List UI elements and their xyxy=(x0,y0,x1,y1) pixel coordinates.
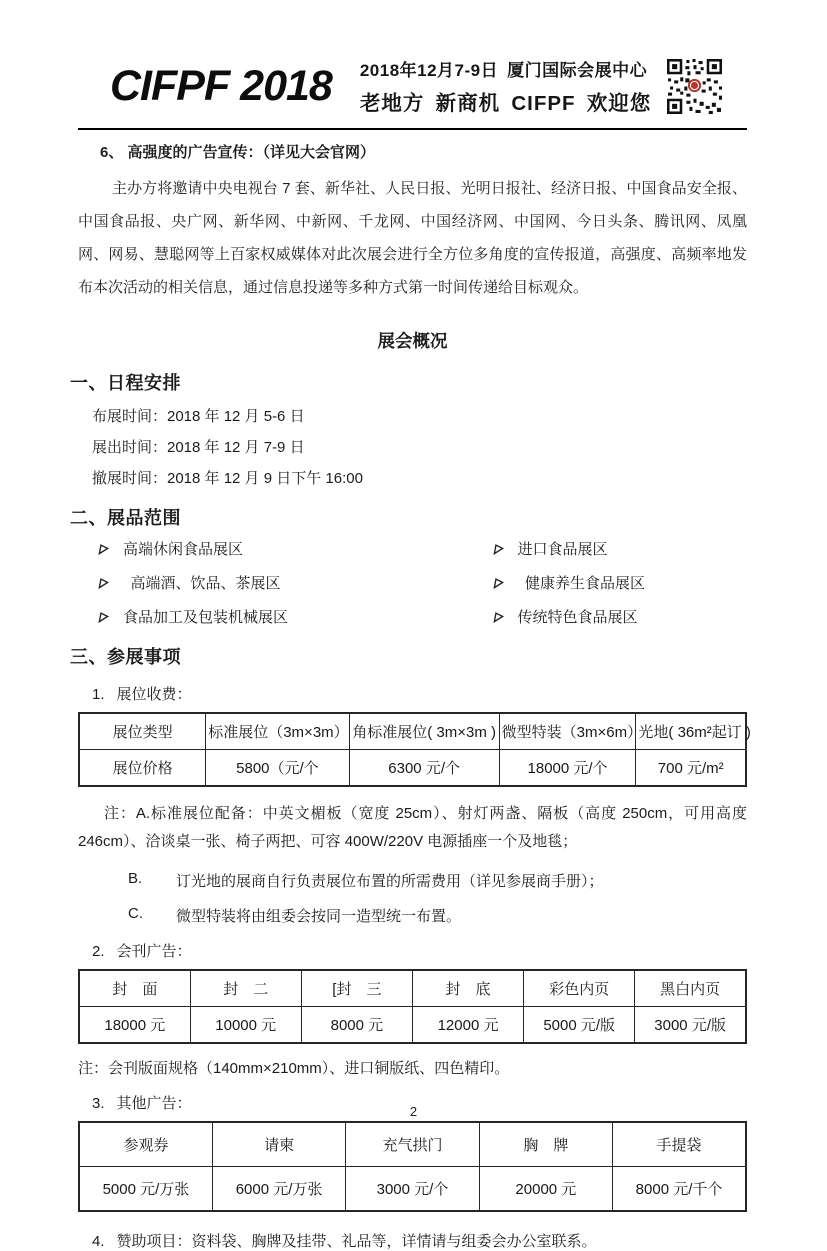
table-header-row xyxy=(79,1122,746,1167)
value-cell: 700 元/m² xyxy=(636,750,746,787)
value-cell: 8000 元/千个 xyxy=(613,1167,746,1212)
ad-promotion-heading: 6、 高强度的广告宣传：（详见大会官网） xyxy=(100,144,376,161)
schedule-teardown-time: 撤展时间：2018 年 12 月 9 日下午 16:00 xyxy=(92,470,363,487)
row-label-cell: 展位价格 xyxy=(79,750,206,787)
value-cell: 3000 元/版 xyxy=(635,1007,746,1044)
header-cell: 充气拱门 xyxy=(346,1122,479,1167)
header-cell: [封 三 xyxy=(301,970,412,1007)
document-header xyxy=(110,0,747,122)
item-sponsorship xyxy=(92,1230,747,1251)
qr-code-icon xyxy=(667,59,722,114)
note-text: 订光地的展商自行负责展位布置的所需费用（详见参展商手册）； xyxy=(176,873,604,890)
header-cell: 标准展位（3m×3m） xyxy=(206,713,349,750)
section-schedule-heading: 一、日程安排 xyxy=(70,373,181,393)
table-row xyxy=(79,750,746,787)
header-cell: 光地( 36m²起订 ) xyxy=(636,713,746,750)
exhibit-scope-list xyxy=(78,538,747,627)
header-cell: 请柬 xyxy=(212,1122,345,1167)
section-scope-heading: 二、展品范围 xyxy=(70,508,181,528)
header-slogan: 老地方 新商机 CIFPF 欢迎您 xyxy=(359,92,652,115)
note-b xyxy=(128,870,747,891)
note-text: 微型特装将由组委会按同一造型统一布置。 xyxy=(176,908,462,925)
item-journal-ads xyxy=(92,940,747,961)
item-booth-fees xyxy=(92,683,747,704)
note-c xyxy=(128,905,747,926)
header-cell: 胸 牌 xyxy=(479,1122,612,1167)
scope-item-label: 高端酒、饮品、茶展区 xyxy=(123,575,281,592)
item-number: 1. xyxy=(92,686,105,703)
arrowhead-bullet-icon xyxy=(493,612,504,623)
header-cell: 封 二 xyxy=(190,970,301,1007)
table-header-row xyxy=(79,713,746,750)
arrowhead-bullet-icon xyxy=(98,612,109,623)
item-number: 2. xyxy=(92,943,105,960)
note-a: 注：A.标准展位配备：中英文楣板（宽度 25cm）、射灯两盏、隔板（高度 250cm，可用高度 246cm）、洽谈桌一张、椅子两把、可容 400W/220V 电源插座一个及地毯； xyxy=(78,805,747,850)
arrowhead-bullet-icon xyxy=(493,544,504,555)
scope-item-label: 传统特色食品展区 xyxy=(517,609,638,626)
header-cell: 封 底 xyxy=(412,970,523,1007)
scope-item-label: 食品加工及包装机械展区 xyxy=(123,609,289,626)
item-text: 其他广告： xyxy=(116,1095,192,1112)
scope-item-label: 进口食品展区 xyxy=(517,541,608,558)
list-item xyxy=(493,538,748,559)
value-cell: 3000 元/个 xyxy=(346,1167,479,1212)
value-cell: 5000 元/万张 xyxy=(79,1167,212,1212)
journal-ad-table xyxy=(78,969,747,1044)
item-number: 3. xyxy=(92,1095,105,1112)
item-text: 会刊广告： xyxy=(116,943,192,960)
arrowhead-bullet-icon xyxy=(98,544,109,555)
value-cell: 6300 元/个 xyxy=(349,750,499,787)
header-cell: 封 面 xyxy=(79,970,190,1007)
item-text: 展位收费： xyxy=(116,686,192,703)
header-cell: 彩色内页 xyxy=(524,970,635,1007)
section-participation-heading: 三、参展事项 xyxy=(70,647,181,667)
scope-item-label: 健康养生食品展区 xyxy=(517,575,646,592)
header-date-venue: 2018年12月7-9日 厦门国际会展中心 xyxy=(359,61,648,80)
header-text-block xyxy=(360,56,651,116)
scope-item-label: 高端休闲食品展区 xyxy=(123,541,244,558)
list-item xyxy=(98,606,413,627)
value-cell: 18000 元 xyxy=(79,1007,190,1044)
value-cell: 5800（元/个 xyxy=(206,750,349,787)
arrowhead-bullet-icon xyxy=(493,578,504,589)
note-label: B. xyxy=(128,870,143,887)
item-text: 赞助项目：资料袋、胸牌及挂带、礼品等，详情请与组委会办公室联系。 xyxy=(116,1233,597,1250)
journal-spec-note: 注：会刊版面规格（140mm×210mm）、进口铜版纸、四色精印。 xyxy=(78,1060,510,1077)
header-cell: 黑白内页 xyxy=(635,970,746,1007)
value-cell: 5000 元/版 xyxy=(524,1007,635,1044)
value-cell: 12000 元 xyxy=(412,1007,523,1044)
item-number: 4. xyxy=(92,1233,105,1250)
list-item xyxy=(98,538,413,559)
header-cell: 微型特装（3m×6m） xyxy=(499,713,636,750)
schedule-setup-time: 布展时间：2018 年 12 月 5-6 日 xyxy=(92,408,305,425)
header-cell: 角标准展位( 3m×3m ) xyxy=(349,713,499,750)
list-item xyxy=(98,572,413,593)
cifpf-logo: CIFPF 2018 xyxy=(110,61,332,110)
arrowhead-bullet-icon xyxy=(98,578,109,589)
value-cell: 6000 元/万张 xyxy=(212,1167,345,1212)
value-cell: 8000 元 xyxy=(301,1007,412,1044)
note-label: C. xyxy=(128,905,143,922)
ad-promotion-paragraph: 主办方将邀请中央电视台 7 套、新华社、人民日报、光明日报社、经济日报、中国食品安全报、中国食品报、央广网、新华网、中新网、千龙网、中国经济网、中国网、今日头条、腾讯网、凤凰网、网易、慧聪网等上百家权威媒体对此次展会进行全方位多角度的宣传报道，高强度、高频率地发布本次活动的相关信息，通过信息投递等多种方式第一时间传递给目标观众。 xyxy=(78,180,747,296)
value-cell: 20000 元 xyxy=(479,1167,612,1212)
page-title: 展会概况 xyxy=(377,331,448,351)
header-cell: 展位类型 xyxy=(79,713,206,750)
page-number: 2 xyxy=(409,1104,418,1119)
header-cell: 手提袋 xyxy=(613,1122,746,1167)
other-ad-table xyxy=(78,1121,747,1212)
booth-fee-table xyxy=(78,712,751,787)
list-item xyxy=(493,606,748,627)
table-row xyxy=(79,1167,746,1212)
list-item xyxy=(493,572,748,593)
value-cell: 10000 元 xyxy=(190,1007,301,1044)
value-cell: 18000 元/个 xyxy=(499,750,636,787)
header-divider xyxy=(78,128,747,130)
schedule-show-time: 展出时间：2018 年 12 月 7-9 日 xyxy=(92,439,305,456)
header-cell: 参观券 xyxy=(79,1122,212,1167)
table-row xyxy=(79,1007,746,1044)
table-header-row xyxy=(79,970,746,1007)
